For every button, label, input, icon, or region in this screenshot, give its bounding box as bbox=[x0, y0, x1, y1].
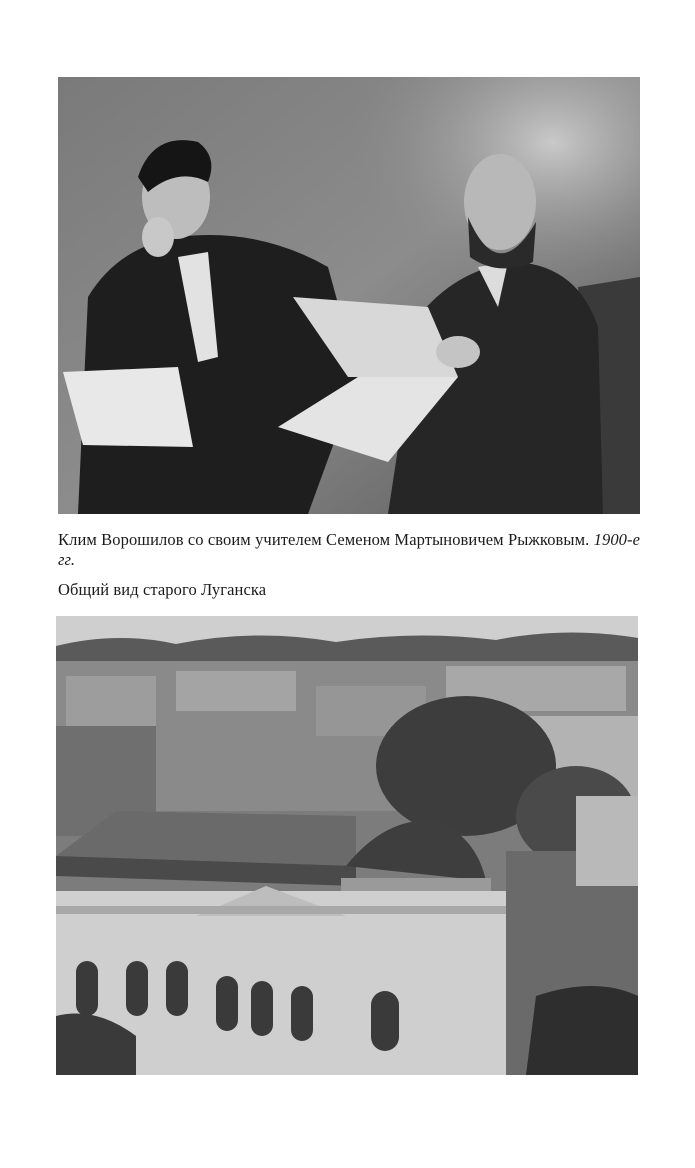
portrait-caption-text: Клим Ворошилов со своим учителем Семеном Мартыновичем Рыжковым. bbox=[58, 530, 590, 549]
portrait-caption-date: 1900-е гг. bbox=[58, 530, 641, 569]
portrait-photo-image bbox=[58, 77, 640, 514]
portrait-photo bbox=[58, 77, 640, 514]
city-view-photo-image bbox=[56, 616, 638, 1075]
portrait-caption bbox=[58, 530, 648, 570]
city-view-caption: Общий вид старого Луганска bbox=[58, 580, 267, 599]
city-view-photo bbox=[56, 616, 638, 1075]
